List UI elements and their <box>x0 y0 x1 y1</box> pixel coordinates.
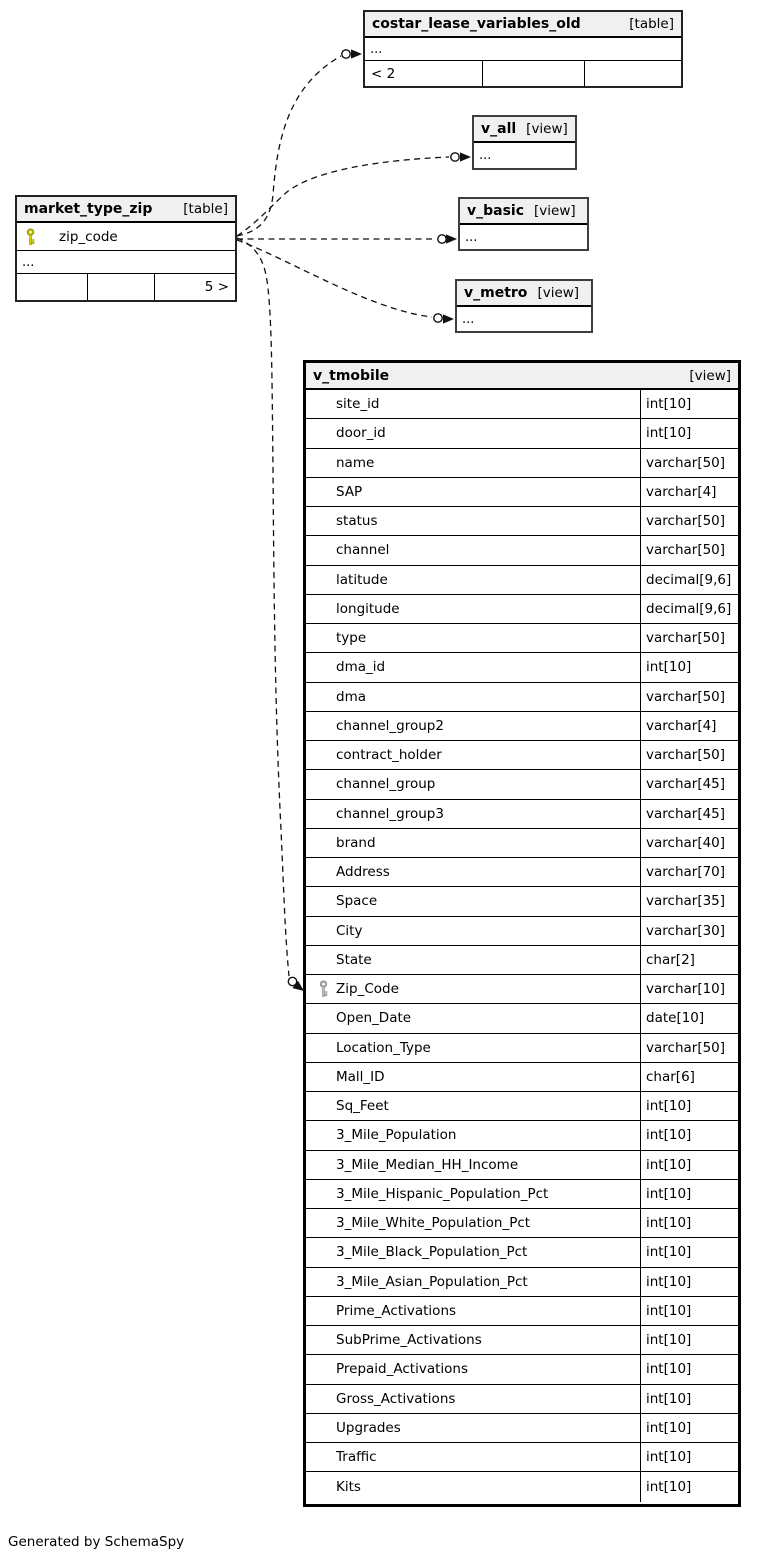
column-name-cell <box>306 683 641 711</box>
column-name-cell <box>306 1209 641 1237</box>
column-name: name <box>336 454 375 471</box>
column-type: varchar[50] <box>646 688 726 705</box>
primary-key-icon <box>25 228 36 246</box>
table-row <box>306 829 738 858</box>
columns-ellipsis: ... <box>462 311 475 327</box>
columns-ellipsis: ... <box>365 38 681 61</box>
column-name-cell <box>306 1355 641 1383</box>
table-row <box>306 946 738 975</box>
column-name: Location_Type <box>336 1039 431 1056</box>
table-row <box>306 800 738 829</box>
table-kind-label: [view] <box>534 203 576 219</box>
column-type: char[2] <box>646 951 695 968</box>
column-name: site_id <box>336 396 380 413</box>
column-name-cell <box>306 887 641 915</box>
column-type: varchar[4] <box>646 483 717 500</box>
column-type: varchar[4] <box>646 717 717 734</box>
view-box-v-metro[interactable] <box>455 279 593 333</box>
column-name-cell <box>306 1326 641 1354</box>
table-row <box>306 712 738 741</box>
column-type: varchar[50] <box>646 454 726 471</box>
table-row <box>306 1355 738 1384</box>
edge-circle <box>434 314 442 322</box>
column-name: channel_group3 <box>336 805 444 822</box>
column-type: int[10] <box>646 1098 692 1115</box>
column-name: Gross_Activations <box>336 1390 456 1407</box>
column-name: 3_Mile_Black_Population_Pct <box>336 1244 528 1261</box>
table-header <box>460 199 587 225</box>
column-name-cell <box>306 946 641 974</box>
table-row <box>306 770 738 799</box>
edge-arrowhead <box>460 152 471 161</box>
column-name-cell <box>306 770 641 798</box>
table-name[interactable]: v_basic <box>467 203 525 219</box>
table-row <box>17 223 235 251</box>
column-type: varchar[70] <box>646 864 726 881</box>
table-row <box>306 917 738 946</box>
table-row <box>306 595 738 624</box>
column-type: varchar[50] <box>646 1039 726 1056</box>
table-row <box>306 1209 738 1238</box>
table-row <box>306 1180 738 1209</box>
table-row <box>306 887 738 916</box>
column-name: Prime_Activations <box>336 1302 457 1319</box>
footer-cell-children-count: < 2 <box>371 65 396 82</box>
column-name-cell <box>306 624 641 652</box>
table-row <box>306 1238 738 1267</box>
column-name-cell <box>306 975 641 1003</box>
column-name-cell <box>306 1063 641 1091</box>
edge-to-v-tmobile <box>237 238 289 976</box>
column-type: varchar[50] <box>646 630 726 647</box>
column-name: 3_Mile_White_Population_Pct <box>336 1215 531 1232</box>
column-name: channel <box>336 542 390 559</box>
column-name-cell <box>306 858 641 886</box>
column-name-cell <box>306 1268 641 1296</box>
column-name: Zip_Code <box>336 981 399 998</box>
view-box-v-basic[interactable] <box>458 197 589 251</box>
edge-arrowhead <box>443 314 454 323</box>
column-name-cell <box>306 419 641 447</box>
column-type: varchar[10] <box>646 981 726 998</box>
edge-circle <box>438 235 446 243</box>
table-header <box>17 197 235 223</box>
column-type: int[10] <box>646 1215 692 1232</box>
column-name: SubPrime_Activations <box>336 1332 482 1349</box>
table-row <box>306 1443 738 1472</box>
footer-cell <box>584 61 681 86</box>
table-row <box>306 653 738 682</box>
table-row <box>306 1092 738 1121</box>
table-kind-label: [view] <box>537 285 580 301</box>
column-name-cell <box>306 653 641 681</box>
table-header <box>306 363 738 390</box>
v-tmobile-rows <box>306 390 738 1504</box>
column-type: int[10] <box>646 425 692 442</box>
column-type: date[10] <box>646 1010 705 1027</box>
column-name: Upgrades <box>336 1419 401 1436</box>
table-row <box>306 1414 738 1443</box>
column-type: int[10] <box>646 1156 692 1173</box>
column-type: int[10] <box>646 1185 692 1202</box>
column-type: int[10] <box>646 396 692 413</box>
footer-cell <box>87 274 154 300</box>
column-type: varchar[35] <box>646 893 726 910</box>
table-name[interactable]: v_all <box>481 121 517 137</box>
table-row <box>306 419 738 448</box>
table-kind-label: [table] <box>629 16 674 32</box>
table-row <box>306 1385 738 1414</box>
table-box-costar-lease-variables-old[interactable] <box>363 10 683 88</box>
column-type: decimal[9,6] <box>646 571 732 588</box>
column-name: door_id <box>336 425 386 442</box>
column-name: channel_group2 <box>336 717 444 734</box>
view-box-v-tmobile[interactable] <box>303 360 741 1507</box>
table-row <box>306 1472 738 1501</box>
column-type: int[10] <box>646 1478 692 1495</box>
table-header <box>365 12 681 38</box>
column-type: varchar[45] <box>646 776 726 793</box>
column-name-cell <box>306 1385 641 1413</box>
column-name: dma_id <box>336 659 386 676</box>
table-row <box>306 1268 738 1297</box>
column-type: int[10] <box>646 659 692 676</box>
table-footer <box>17 274 235 300</box>
table-row <box>306 449 738 478</box>
edge-circle <box>342 50 350 58</box>
view-box-v-all[interactable] <box>472 115 577 170</box>
column-name-cell <box>306 712 641 740</box>
column-name: zip_code <box>59 228 118 245</box>
column-name-cell <box>306 1004 641 1032</box>
column-name: latitude <box>336 571 388 588</box>
column-name-cell <box>306 566 641 594</box>
column-name-cell <box>306 1238 641 1266</box>
column-type: varchar[50] <box>646 513 726 530</box>
column-name-cell <box>306 1180 641 1208</box>
column-type: int[10] <box>646 1361 692 1378</box>
column-name-cell <box>306 741 641 769</box>
table-row <box>306 536 738 565</box>
table-name[interactable]: costar_lease_variables_old <box>372 16 581 32</box>
table-row <box>306 683 738 712</box>
column-name: Mall_ID <box>336 1068 385 1085</box>
column-name: brand <box>336 834 376 851</box>
table-row <box>306 858 738 887</box>
table-kind-label: [view] <box>689 367 731 384</box>
footer-cell <box>17 274 87 300</box>
table-row <box>306 975 738 1004</box>
column-name: 3_Mile_Asian_Population_Pct <box>336 1273 528 1290</box>
column-name: longitude <box>336 600 400 617</box>
column-type: int[10] <box>646 1419 692 1436</box>
column-name: City <box>336 922 363 939</box>
table-row <box>306 478 738 507</box>
table-header <box>457 281 591 307</box>
table-header <box>474 117 575 143</box>
edge-circle <box>288 977 296 985</box>
table-name[interactable]: market_type_zip <box>24 201 153 217</box>
table-box-market-type-zip[interactable] <box>15 195 237 302</box>
table-row <box>306 1297 738 1326</box>
column-name-cell <box>306 507 641 535</box>
column-type: char[6] <box>646 1068 695 1085</box>
table-row <box>306 507 738 536</box>
column-type: int[10] <box>646 1390 692 1407</box>
column-name-cell <box>306 536 641 564</box>
footer-cell-parents-count: 5 > <box>154 274 235 300</box>
table-row <box>306 1004 738 1033</box>
column-type: varchar[40] <box>646 834 726 851</box>
column-name: Prepaid_Activations <box>336 1361 468 1378</box>
table-row <box>306 1034 738 1063</box>
column-type: varchar[30] <box>646 922 726 939</box>
edge-arrowhead <box>351 49 362 58</box>
table-row <box>306 1121 738 1150</box>
column-name-cell <box>306 1414 641 1442</box>
column-name-cell <box>306 1092 641 1120</box>
column-name: dma <box>336 688 366 705</box>
table-kind-label: [table] <box>183 201 228 217</box>
column-type: int[10] <box>646 1244 692 1261</box>
column-name-cell <box>306 1151 641 1179</box>
column-name-cell <box>306 449 641 477</box>
column-name: State <box>336 951 372 968</box>
table-footer <box>365 61 681 86</box>
table-kind-label: [view] <box>526 121 568 137</box>
column-type: varchar[50] <box>646 542 726 559</box>
column-name: 3_Mile_Population <box>336 1127 457 1144</box>
edge-to-costar-lease-variables-old <box>237 56 341 236</box>
column-name: Open_Date <box>336 1010 412 1027</box>
column-name: 3_Mile_Median_HH_Income <box>336 1156 519 1173</box>
column-name-cell <box>306 829 641 857</box>
table-row <box>306 1151 738 1180</box>
column-name: Traffic <box>336 1449 377 1466</box>
column-type: varchar[45] <box>646 805 726 822</box>
column-name: Address <box>336 864 390 881</box>
column-type: int[10] <box>646 1449 692 1466</box>
column-name-cell <box>306 1034 641 1062</box>
column-type: decimal[9,6] <box>646 600 732 617</box>
column-name-cell <box>306 390 641 418</box>
columns-ellipsis: ... <box>17 251 235 274</box>
column-name: channel_group <box>336 776 436 793</box>
column-name-cell <box>306 1297 641 1325</box>
edge-to-v-all <box>237 157 449 236</box>
column-type: int[10] <box>646 1127 692 1144</box>
column-name-cell <box>306 917 641 945</box>
table-row <box>306 390 738 419</box>
column-name: Space <box>336 893 378 910</box>
table-row <box>306 624 738 653</box>
column-name-cell <box>306 1121 641 1149</box>
columns-ellipsis: ... <box>465 229 478 245</box>
column-name: SAP <box>336 483 363 500</box>
column-name-cell <box>306 800 641 828</box>
table-row <box>306 566 738 595</box>
table-row <box>306 1326 738 1355</box>
column-name: type <box>336 630 367 647</box>
table-row <box>306 1063 738 1092</box>
column-type: varchar[50] <box>646 747 726 764</box>
column-type: int[10] <box>646 1273 692 1290</box>
generator-credit: Generated by SchemaSpy <box>8 1534 185 1550</box>
column-name: status <box>336 513 378 530</box>
column-type: int[10] <box>646 1302 692 1319</box>
foreign-key-icon <box>318 980 329 998</box>
column-name: Kits <box>336 1478 361 1495</box>
edge-circle <box>451 153 459 161</box>
table-row <box>306 741 738 770</box>
footer-cell <box>482 61 584 86</box>
column-name-cell <box>306 595 641 623</box>
edge-to-v-metro <box>237 240 432 317</box>
column-name: contract_holder <box>336 747 442 764</box>
column-name: Sq_Feet <box>336 1098 389 1115</box>
table-name[interactable]: v_tmobile <box>313 367 390 384</box>
table-name[interactable]: v_metro <box>464 285 528 301</box>
columns-ellipsis: ... <box>479 148 492 163</box>
column-name-cell <box>306 1472 641 1501</box>
column-name: 3_Mile_Hispanic_Population_Pct <box>336 1185 549 1202</box>
edge-arrowhead <box>446 234 457 243</box>
column-name-cell <box>306 478 641 506</box>
column-type: int[10] <box>646 1332 692 1349</box>
column-name-cell <box>306 1443 641 1471</box>
